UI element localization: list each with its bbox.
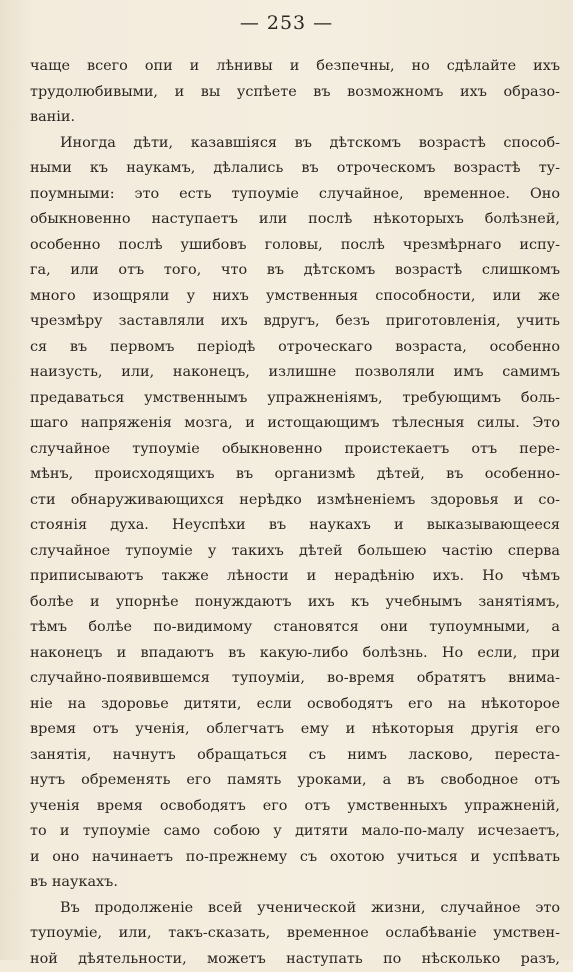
text-line: предаваться умственнымъ упражненіямъ, требующимъ боль-: [30, 386, 560, 412]
text-line: нутъ обременять его память уроками, а въ свободное отъ: [30, 768, 560, 794]
text-line: ваніи.: [30, 105, 560, 131]
text-line: приписываютъ также лѣности и нерадѣнію ихъ. Но чѣмъ: [30, 564, 560, 590]
text-line: поумными: это есть тупоуміе случайное, временное. Оно: [30, 182, 560, 208]
text-line: и оно начинаетъ по-прежнему съ охотою учиться и успѣвать: [30, 845, 560, 871]
page-number: — 253 —: [0, 12, 573, 34]
text-line: много изощряли у нихъ умственныя способности, или же: [30, 284, 560, 310]
text-line: чаще всего опи и лѣнивы и безпечны, но сдѣлайте ихъ: [30, 54, 560, 80]
text-line: ся въ первомъ періодѣ отроческаго возраста, особенно: [30, 335, 560, 361]
text-line: ной дѣятельности, можетъ наступать по нѣсколько разъ,: [30, 947, 560, 972]
text-line: шаго напряженія мозга, и истощающимъ тѣлесныя силы. Это: [30, 411, 560, 437]
text-line: то и тупоуміе само собою у дитяти мало-по-малу исчезаетъ,: [30, 819, 560, 845]
text-line: мѣнъ, происходящихъ въ организмѣ дѣтей, въ особенно-: [30, 462, 560, 488]
text-line: тупоуміе, или, такъ-сказать, временное ослабѣваніе умствен-: [30, 921, 560, 947]
text-line: Иногда дѣти, казавшіяся въ дѣтскомъ возрастѣ способ-: [30, 131, 560, 157]
text-line: чрезмѣру заставляли ихъ вдругъ, безъ приготовленія, учить: [30, 309, 560, 335]
text-line: случайно-появившемся тупоуміи, во-время обратятъ внима-: [30, 666, 560, 692]
text-line: время отъ ученія, облегчатъ ему и нѣкоторыя другія его: [30, 717, 560, 743]
text-line: трудолюбивыми, и вы успѣете въ возможномъ ихъ образо-: [30, 80, 560, 106]
text-line: наизусть, или, наконецъ, излишне позволяли имъ самимъ: [30, 360, 560, 386]
text-line: въ наукахъ.: [30, 870, 560, 896]
text-line: обыкновенно наступаетъ или послѣ нѣкоторыхъ болѣзней,: [30, 207, 560, 233]
text-line: Въ продолженіе всей ученической жизни, случайное это: [30, 896, 560, 922]
text-line: ніе на здоровье дитяти, если освободятъ его на нѣкоторое: [30, 692, 560, 718]
text-line: случайное тупоуміе у такихъ дѣтей большею частію сперва: [30, 539, 560, 565]
text-line: тѣмъ болѣе по-видимому становятся они тупоумными, а: [30, 615, 560, 641]
text-line: сти обнаруживающихся нерѣдко измѣненіемъ здоровья и со-: [30, 488, 560, 514]
body-text: [30, 54, 560, 972]
text-line: особенно послѣ ушибовъ головы, послѣ чрезмѣрнаго испу-: [30, 233, 560, 259]
text-line: наконецъ и впадаютъ въ какую-либо болѣзнь. Но если, при: [30, 641, 560, 667]
text-line: стоянія духа. Неуспѣхи въ наукахъ и выказывающееся: [30, 513, 560, 539]
text-line: га, или отъ того, что въ дѣтскомъ возрастѣ слишкомъ: [30, 258, 560, 284]
text-line: занятія, начнутъ обращаться съ нимъ ласково, переста-: [30, 743, 560, 769]
text-line: ными къ наукамъ, дѣлались въ отроческомъ возрастѣ ту-: [30, 156, 560, 182]
text-line: болѣе и упорнѣе понуждаютъ ихъ къ учебнымъ занятіямъ,: [30, 590, 560, 616]
text-line: случайное тупоуміе обыкновенно проистекаетъ отъ пере-: [30, 437, 560, 463]
text-line: ученія время освободятъ его отъ умственныхъ упражненій,: [30, 794, 560, 820]
